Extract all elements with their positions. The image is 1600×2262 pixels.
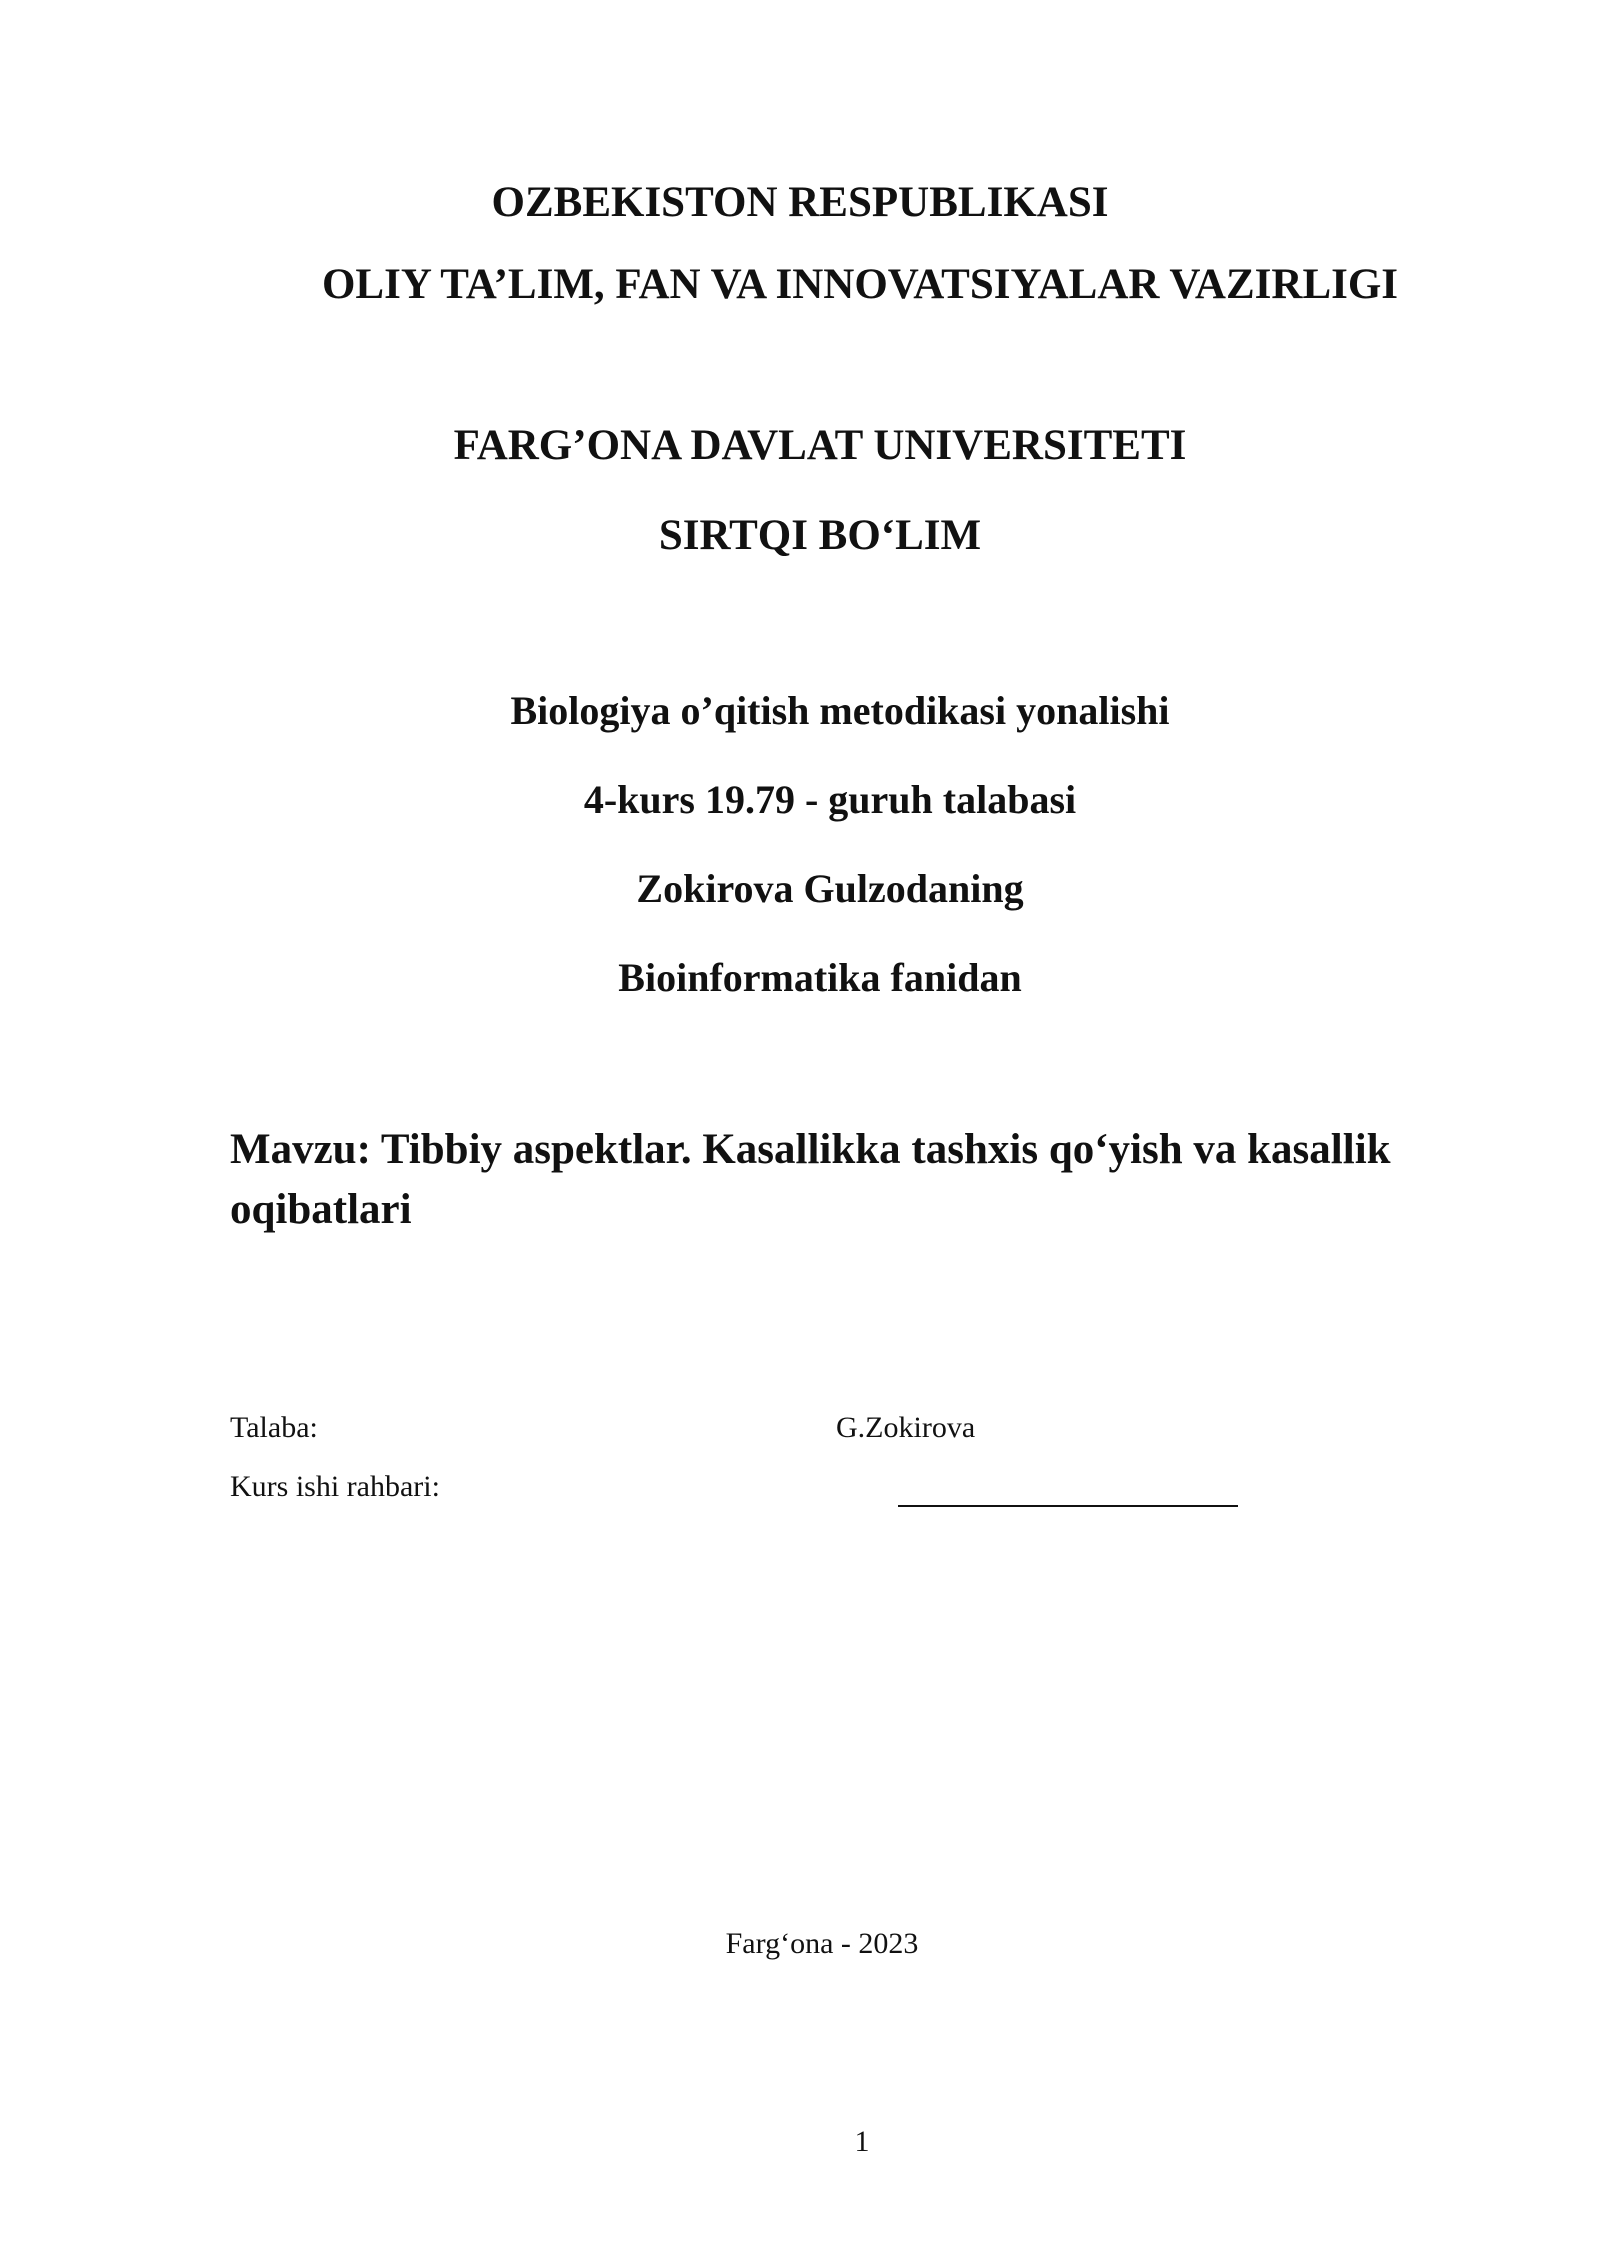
place-year: Fargʻona - 2023: [725, 1927, 919, 1960]
supervisor-signature-line: [898, 1505, 1238, 1507]
university-name: FARGʼONA DAVLAT UNIVERSITETI: [453, 422, 1187, 469]
study-direction: Biologiya o’qitish metodikasi yonalishi: [510, 688, 1170, 733]
department-name: SIRTQI BOʻLIM: [658, 512, 982, 559]
subject-name: Bioinformatika fanidan: [618, 955, 1022, 1000]
student-label: Talaba:: [230, 1411, 318, 1444]
course-group: 4-kurs 19.79 - guruh talabasi: [583, 777, 1077, 822]
topic-label: Mavzu:: [230, 1126, 371, 1173]
topic-block: [230, 1120, 1460, 1240]
student-name: Zokirova Gulzodaning: [636, 866, 1024, 911]
republic-heading: OZBEKISTON RESPUBLIKASI: [491, 179, 1109, 226]
ministry-heading: OLIY TA’LIM, FAN VA INNOVATSIYALAR VAZIRLIGI: [321, 261, 1399, 308]
supervisor-label: Kurs ishi rahbari:: [230, 1470, 440, 1503]
page-number: 1: [854, 2125, 870, 2158]
topic-text: Tibbiy aspektlar. Kasallikka tashxis qoʻyish va kasallik oqibatlari: [230, 1126, 1391, 1233]
student-signature-name: G.Zokirova: [836, 1411, 976, 1444]
